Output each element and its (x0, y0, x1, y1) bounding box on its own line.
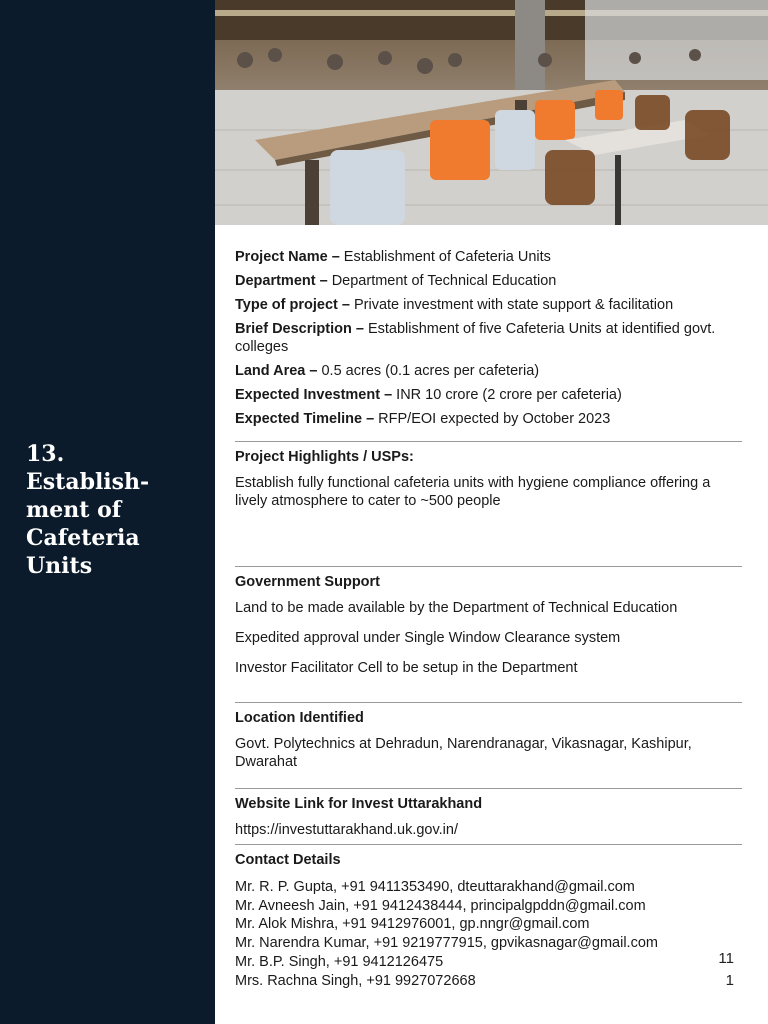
detail-value: RFP/EOI expected by October 2023 (374, 411, 611, 427)
page-number-line: 11 (718, 950, 734, 967)
support-item: Investor Facilitator Cell to be setup in the Department (235, 660, 578, 676)
detail-brief-description (235, 320, 742, 356)
location-section (235, 709, 742, 771)
contacts-section (235, 851, 742, 990)
section-title: 13. Establish- ment of Cafeteria Units (26, 441, 150, 579)
location-title: Location Identified (235, 710, 364, 726)
detail-value: Establishment of Cafeteria Units (339, 249, 551, 265)
website-section (235, 795, 742, 839)
support-section (235, 573, 742, 689)
detail-label: Brief Description – (235, 321, 364, 337)
detail-label: Type of project – (235, 297, 350, 313)
contact-line: Mr. Avneesh Jain, +91 9412438444, principalgpddn@gmail.com (235, 897, 646, 914)
detail-department (235, 272, 742, 290)
project-details (235, 248, 742, 434)
detail-value: Department of Technical Education (327, 273, 557, 289)
detail-label: Expected Investment – (235, 387, 393, 403)
detail-value: Establishment of five Cafeteria Units at identified govt. colleges (235, 321, 716, 355)
detail-label: Department – (235, 273, 328, 289)
website-link[interactable]: https://investuttarakhand.uk.gov.in/ (235, 822, 459, 838)
cafeteria-photo-illustration (215, 0, 768, 225)
detail-value: 0.5 acres (0.1 acres per cafeteria) (317, 363, 540, 379)
divider (235, 566, 742, 567)
support-title: Government Support (235, 574, 381, 590)
contact-line: Mr. B.P. Singh, +91 9412126475 (235, 953, 444, 970)
detail-label: Project Name – (235, 249, 340, 265)
support-item: Land to be made available by the Department of Technical Education (235, 600, 678, 616)
detail-type-of-project (235, 296, 742, 314)
detail-value: Private investment with state support & facilitation (349, 297, 674, 313)
detail-label: Expected Timeline – (235, 411, 375, 427)
sidebar-panel (0, 0, 215, 1024)
page-number (694, 948, 734, 992)
page-number-line: 1 (725, 972, 734, 989)
support-item: Expedited approval under Single Window Clearance system (235, 630, 621, 646)
detail-value: INR 10 crore (2 crore per cafeteria) (392, 387, 622, 403)
contacts-title: Contact Details (235, 852, 341, 868)
website-title: Website Link for Invest Uttarakhand (235, 796, 483, 812)
divider (235, 788, 742, 789)
detail-project-name (235, 248, 742, 266)
contact-line: Mr. Narendra Kumar, +91 9219777915, gpvikasnagar@gmail.com (235, 935, 658, 952)
highlights-section (235, 448, 742, 510)
divider (235, 441, 742, 442)
location-text: Govt. Polytechnics at Dehradun, Narendranagar, Vikasnagar, Kashipur, Dwarahat (235, 736, 692, 770)
highlights-title: Project Highlights / USPs: (235, 449, 414, 465)
cafeteria-photo (215, 0, 768, 225)
divider (235, 702, 742, 703)
highlights-text: Establish fully functional cafeteria units with hygiene compliance offering a lively atmosphere to cater to ~500 people (235, 475, 711, 509)
contact-line: Mrs. Rachna Singh, +91 9927072668 (235, 972, 476, 989)
detail-expected-investment (235, 386, 742, 404)
divider (235, 844, 742, 845)
contact-line: Mr. Alok Mishra, +91 9412976001, gp.nngr@gmail.com (235, 916, 590, 933)
contact-line: Mr. R. P. Gupta, +91 9411353490, dteuttarakhand@gmail.com (235, 879, 635, 895)
detail-land-area (235, 362, 742, 380)
detail-expected-timeline (235, 410, 742, 428)
detail-label: Land Area – (235, 363, 318, 379)
